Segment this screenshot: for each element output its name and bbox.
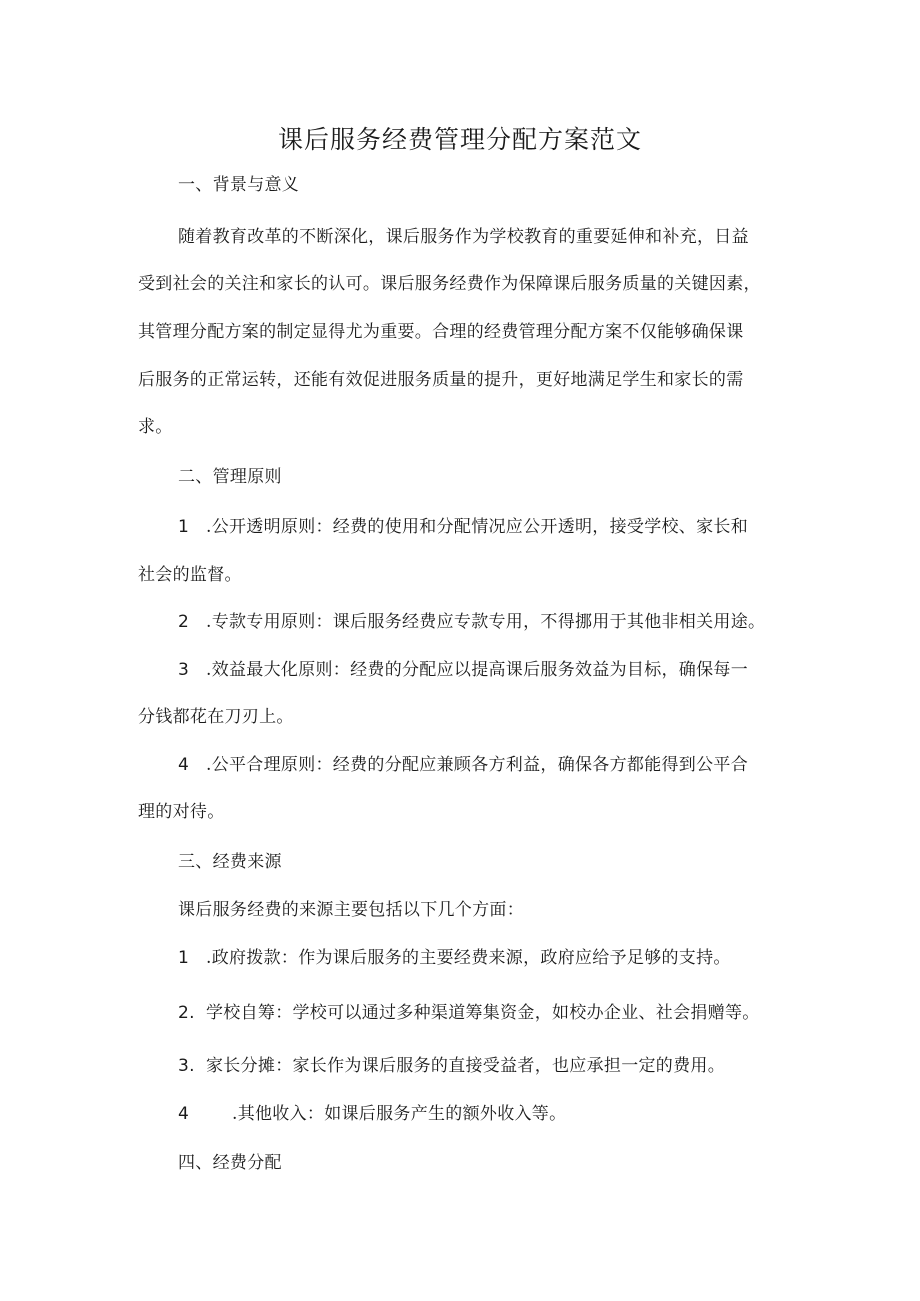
item-number: 1: [178, 517, 190, 537]
item-number: 3: [178, 660, 190, 680]
section-heading-background: 一、背景与意义: [178, 175, 300, 195]
paragraph-line: [178, 224, 788, 250]
section-heading-principles: 二、管理原则: [178, 467, 282, 487]
item-text: .公开透明原则：经费的使用和分配情况应公开透明，接受学校、家长和: [206, 517, 749, 537]
item-text: .政府拨款：作为课后服务的主要经费来源，政府应给予足够的支持。: [206, 948, 731, 968]
section-heading-funding-sources: 三、经费来源: [178, 852, 282, 872]
principle-item: [178, 752, 828, 778]
document-title: 课后服务经费管理分配方案范文: [277, 125, 642, 154]
item-number: 4: [178, 1104, 190, 1124]
principle-item: [178, 657, 828, 683]
item-text: .其他收入：如课后服务产生的额外收入等。: [232, 1104, 567, 1124]
paragraph-line: 其管理分配方案的制定显得尤为重要。合理的经费管理分配方案不仅能够确保课: [138, 322, 744, 342]
principle-item-continued: 理的对待。: [138, 802, 225, 822]
item-number: 1: [178, 948, 190, 968]
item-text: 学校自筹：学校可以通过多种渠道筹集资金，如校办企业、社会捐赠等。: [206, 1003, 760, 1023]
item-number: 2: [178, 612, 190, 632]
funding-item: [178, 1000, 828, 1026]
principle-item-continued: 分钱都花在刀刃上。: [138, 707, 294, 727]
item-number: 4: [178, 755, 190, 775]
funding-intro: 课后服务经费的来源主要包括以下几个方面：: [178, 900, 524, 920]
principle-item: [178, 514, 828, 540]
item-number: 2.: [178, 1003, 195, 1023]
principle-item: [178, 609, 828, 635]
principle-item-continued: 社会的监督。: [138, 565, 242, 585]
item-number: 3.: [178, 1056, 195, 1076]
section-heading-allocation: 四、经费分配: [178, 1153, 282, 1173]
item-text: .专款专用原则：课后服务经费应专款专用，不得挪用于其他非相关用途。: [206, 612, 766, 632]
funding-item: [178, 945, 828, 971]
paragraph-line: 受到社会的关注和家长的认可。课后服务经费作为保障课后服务质量的关键因素，: [138, 274, 761, 294]
item-text: 家长分摊：家长作为课后服务的直接受益者，也应承担一定的费用。: [206, 1056, 725, 1076]
funding-item: [178, 1053, 828, 1079]
paragraph-text: 随着教育改革的不断深化，课后服务作为学校教育的重要延伸和补充，日益: [178, 227, 749, 247]
item-text: .公平合理原则：经费的分配应兼顾各方利益，确保各方都能得到公平合: [206, 755, 749, 775]
paragraph-line: 求。: [138, 417, 173, 437]
funding-item: [178, 1101, 828, 1127]
item-text: .效益最大化原则：经费的分配应以提高课后服务效益为目标，确保每一: [206, 660, 749, 680]
paragraph-line: 后服务的正常运转，还能有效促进服务质量的提升，更好地满足学生和家长的需: [138, 370, 744, 390]
